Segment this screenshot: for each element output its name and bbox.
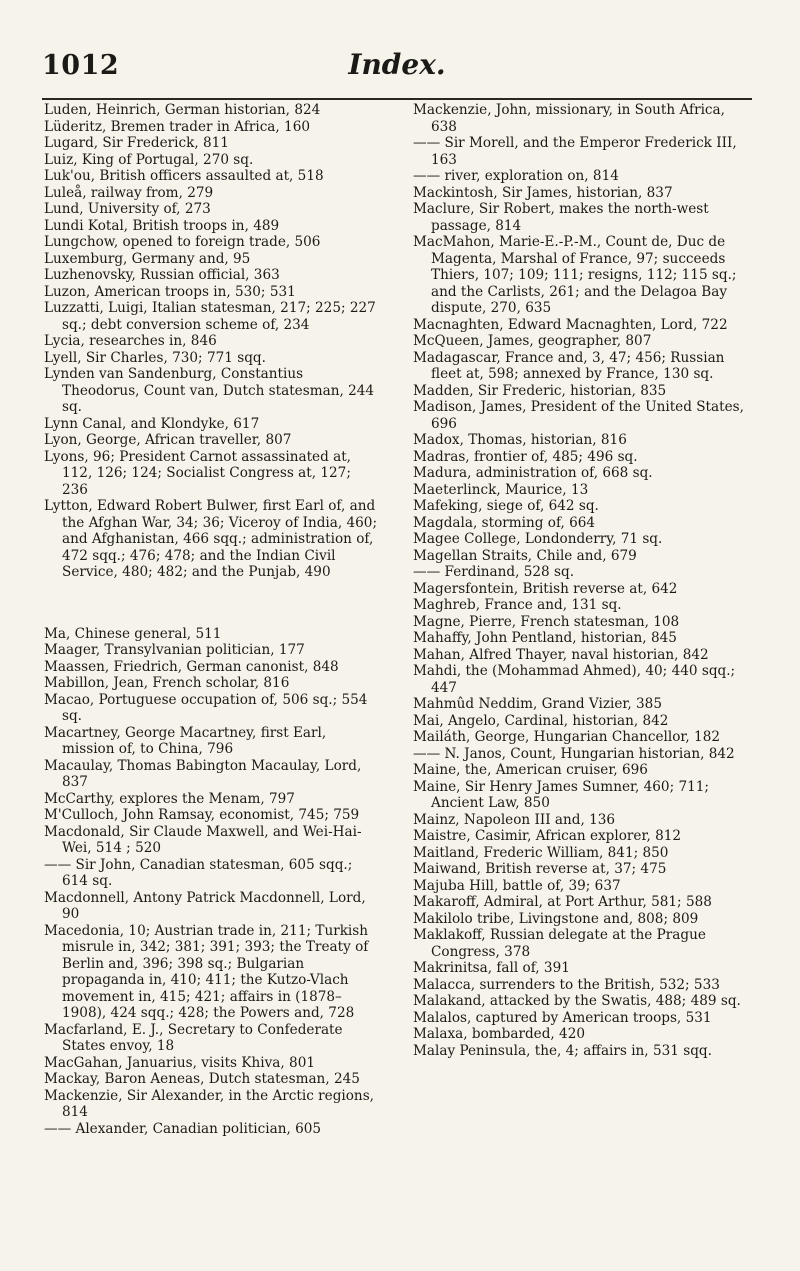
index-entry: M'Culloch, John Ramsay, economist, 745; 759 <box>44 807 360 824</box>
index-entry: Luzzatti, Luigi, Italian statesman, 217; 225; 227 sq.; debt conversion scheme of, 234 <box>44 300 376 333</box>
index-entry: Mackenzie, John, missionary, in South Africa, 638 <box>413 102 725 135</box>
index-entry: Luleå, railway from, 279 <box>44 184 214 201</box>
index-entry: Lyon, George, African traveller, 807 <box>44 432 292 448</box>
index-entry: Majuba Hill, battle of, 39; 637 <box>413 877 621 894</box>
page-number: 1012 <box>42 50 120 81</box>
index-entry: Lugard, Sir Frederick, 811 <box>44 135 229 151</box>
index-entry: Luden, Heinrich, German historian, 824 <box>44 102 321 118</box>
index-entry: Mafeking, siege of, 642 sq. <box>413 498 599 514</box>
index-entry: MacMahon, Marie-E.-P.-M., Count de, Duc de Magenta, Marshal of France, 97; succeeds Thiers, 107; 109; 111; resigns, 112; 115 sq.; and the Carlists, 261; and the Delagoa Bay dispute, 270, 635 <box>413 234 737 316</box>
left-index-column <box>44 102 380 1137</box>
right-index-column <box>413 102 755 1059</box>
index-entry: Malakand, attacked by the Swatis, 488; 489 sq. <box>413 993 741 1009</box>
index-entry: Macao, Portuguese occupation of, 506 sq.; 554 sq. <box>44 691 368 725</box>
index-entry: Mahaffy, John Pentland, historian, 845 <box>413 630 677 646</box>
index-entry: MacGahan, Januarius, visits Khiva, 801 <box>44 1054 315 1071</box>
index-entry: Mackay, Baron Aeneas, Dutch statesman, 245 <box>44 1071 360 1088</box>
index-entry: Malacca, surrenders to the British, 532; 533 <box>413 976 720 993</box>
index-entry: Lynn Canal, and Klondyke, 617 <box>44 415 260 432</box>
page-header <box>42 46 752 92</box>
index-entry: Mahmûd Neddim, Grand Vizier, 385 <box>413 696 662 712</box>
section-gap <box>44 594 380 612</box>
index-entry: Makaroff, Admiral, at Port Arthur, 581; 588 <box>413 894 712 910</box>
index-entry: Malalos, captured by American troops, 531 <box>413 1009 712 1026</box>
index-entry: Malay Peninsula, the, 4; affairs in, 531 sqq. <box>413 1042 712 1059</box>
index-entry: McCarthy, explores the Menam, 797 <box>44 790 295 807</box>
index-entry: Maitland, Frederic William, 841; 850 <box>413 844 669 861</box>
index-entry: Macartney, George Macartney, first Earl, mission of, to China, 796 <box>44 724 327 758</box>
index-entry: Makrinitsa, fall of, 391 <box>413 960 570 976</box>
index-entry: Maklakoff, Russian delegate at the Prague Congress, 378 <box>413 927 706 960</box>
index-entry: Luiz, King of Portugal, 270 sq. <box>44 151 254 168</box>
index-entry: Luxemburg, Germany and, 95 <box>44 250 251 267</box>
index-entry: —— Sir Morell, and the Emperor Frederick III, 163 <box>413 135 737 168</box>
index-entry: Mabillon, Jean, French scholar, 816 <box>44 675 290 692</box>
index-entry: Macdonald, Sir Claude Maxwell, and Wei-Hai-Wei, 514 ; 520 <box>44 823 362 857</box>
index-entry: Lyons, 96; President Carnot assassinated at, 112, 126; 124; Socialist Congress at, 127; 236 <box>44 448 351 498</box>
index-entry: Madura, administration of, 668 sq. <box>413 465 653 481</box>
index-entry: Ma, Chinese general, 511 <box>44 625 222 642</box>
index-entry: Lytton, Edward Robert Bulwer, first Earl of, and the Afghan War, 34; 36; Viceroy of India, 460; and Afghanistan, 466 sqq.; administration of, 472 sqq.; 476; 478; and the Indian Civil Service, 480; 482; and the Punjab, 490 <box>44 498 378 580</box>
index-entry: McQueen, James, geographer, 807 <box>413 333 652 349</box>
index-entry: Madagascar, France and, 3, 47; 456; Russian fleet at, 598; annexed by France, 130 sq. <box>413 349 725 382</box>
index-entry: Mailáth, George, Hungarian Chancellor, 182 <box>413 729 721 745</box>
running-head: Index. <box>348 48 446 81</box>
index-entry: Maine, Sir Henry James Sumner, 460; 711; Ancient Law, 850 <box>413 778 710 811</box>
index-entry: Lycia, researches in, 846 <box>44 333 217 349</box>
index-entry: Maager, Transylvanian politician, 177 <box>44 642 305 659</box>
index-entry: —— Alexander, Canadian politician, 605 <box>44 1120 322 1137</box>
index-entry: —— Ferdinand, 528 sq. <box>413 564 575 580</box>
index-entry: Maeterlinck, Maurice, 13 <box>413 481 589 498</box>
index-entry: Lüderitz, Bremen trader in Africa, 160 <box>44 118 311 135</box>
index-entry: Maclure, Sir Robert, makes the north-west passage, 814 <box>413 201 709 234</box>
index-entry: Madox, Thomas, historian, 816 <box>413 432 627 448</box>
index-entry: Luzhenovsky, Russian official, 363 <box>44 267 280 283</box>
index-entry: Lundi Kotal, British troops in, 489 <box>44 217 280 234</box>
index-entry: Macedonia, 10; Austrian trade in, 211; Turkish misrule in, 342; 381; 391; 393; the Treaty of Berlin and, 396; 398 sq.; Bulgarian propaganda in, 410; 411; the Kutzo-Vlach movement in, 415; 421; affairs in (1878–1908), 424 sqq.; 428; the Powers and, 728 <box>44 922 369 1022</box>
index-entry: Macfarland, E. J., Secretary to Confederate States envoy, 18 <box>44 1021 343 1055</box>
index-entry: Mahdi, the (Mohammad Ahmed), 40; 440 sqq.; 447 <box>413 663 736 696</box>
index-entry: Mai, Angelo, Cardinal, historian, 842 <box>413 712 669 729</box>
index-entry: —— N. Janos, Count, Hungarian historian, 842 <box>413 745 735 762</box>
index-entry: Magellan Straits, Chile and, 679 <box>413 547 637 564</box>
index-entry: Lund, University of, 273 <box>44 201 211 217</box>
index-entry: Maassen, Friedrich, German canonist, 848 <box>44 658 339 675</box>
index-entry: Maine, the, American cruiser, 696 <box>413 762 648 778</box>
index-entry: Magersfontein, British reverse at, 642 <box>413 580 678 597</box>
index-entry: Maghreb, France and, 131 sq. <box>413 597 622 613</box>
index-entry: Maistre, Casimir, African explorer, 812 <box>413 828 682 844</box>
index-entry: Lyell, Sir Charles, 730; 771 sqq. <box>44 349 266 366</box>
index-entry: Magdala, storming of, 664 <box>413 514 596 531</box>
index-entry: Luzon, American troops in, 530; 531 <box>44 283 296 300</box>
index-entry: Macaulay, Thomas Babington Macaulay, Lord, 837 <box>44 757 362 791</box>
index-entry: Magee College, Londonderry, 71 sq. <box>413 531 663 547</box>
index-entry: Magne, Pierre, French statesman, 108 <box>413 613 680 630</box>
index-entry: Mahan, Alfred Thayer, naval historian, 842 <box>413 646 709 663</box>
index-entry: Madison, James, President of the United States, 696 <box>413 399 744 432</box>
index-entry: Madden, Sir Frederic, historian, 835 <box>413 382 667 399</box>
index-entry: Maiwand, British reverse at, 37; 475 <box>413 861 667 877</box>
index-entry: Mainz, Napoleon III and, 136 <box>413 811 616 828</box>
index-entry: Mackenzie, Sir Alexander, in the Arctic regions, 814 <box>44 1087 374 1121</box>
index-entry: Lungchow, opened to foreign trade, 506 <box>44 234 321 250</box>
header-rule <box>42 98 752 100</box>
index-entry: Luk'ou, British officers assaulted at, 518 <box>44 168 324 184</box>
index-entry: Makilolo tribe, Livingstone and, 808; 809 <box>413 910 699 927</box>
index-entry: Lynden van Sandenburg, Constantius Theodorus, Count van, Dutch statesman, 244 sq. <box>44 366 375 415</box>
index-entry: Macnaghten, Edward Macnaghten, Lord, 722 <box>413 316 728 333</box>
index-entry: Malaxa, bombarded, 420 <box>413 1026 586 1042</box>
index-entry: Mackintosh, Sir James, historian, 837 <box>413 184 673 201</box>
index-entry: —— Sir John, Canadian statesman, 605 sqq.; 614 sq. <box>44 856 353 890</box>
index-entry: Madras, frontier of, 485; 496 sq. <box>413 448 638 465</box>
index-entry: —— river, exploration on, 814 <box>413 168 619 184</box>
index-entry: Macdonnell, Antony Patrick Macdonnell, Lord, 90 <box>44 889 366 923</box>
